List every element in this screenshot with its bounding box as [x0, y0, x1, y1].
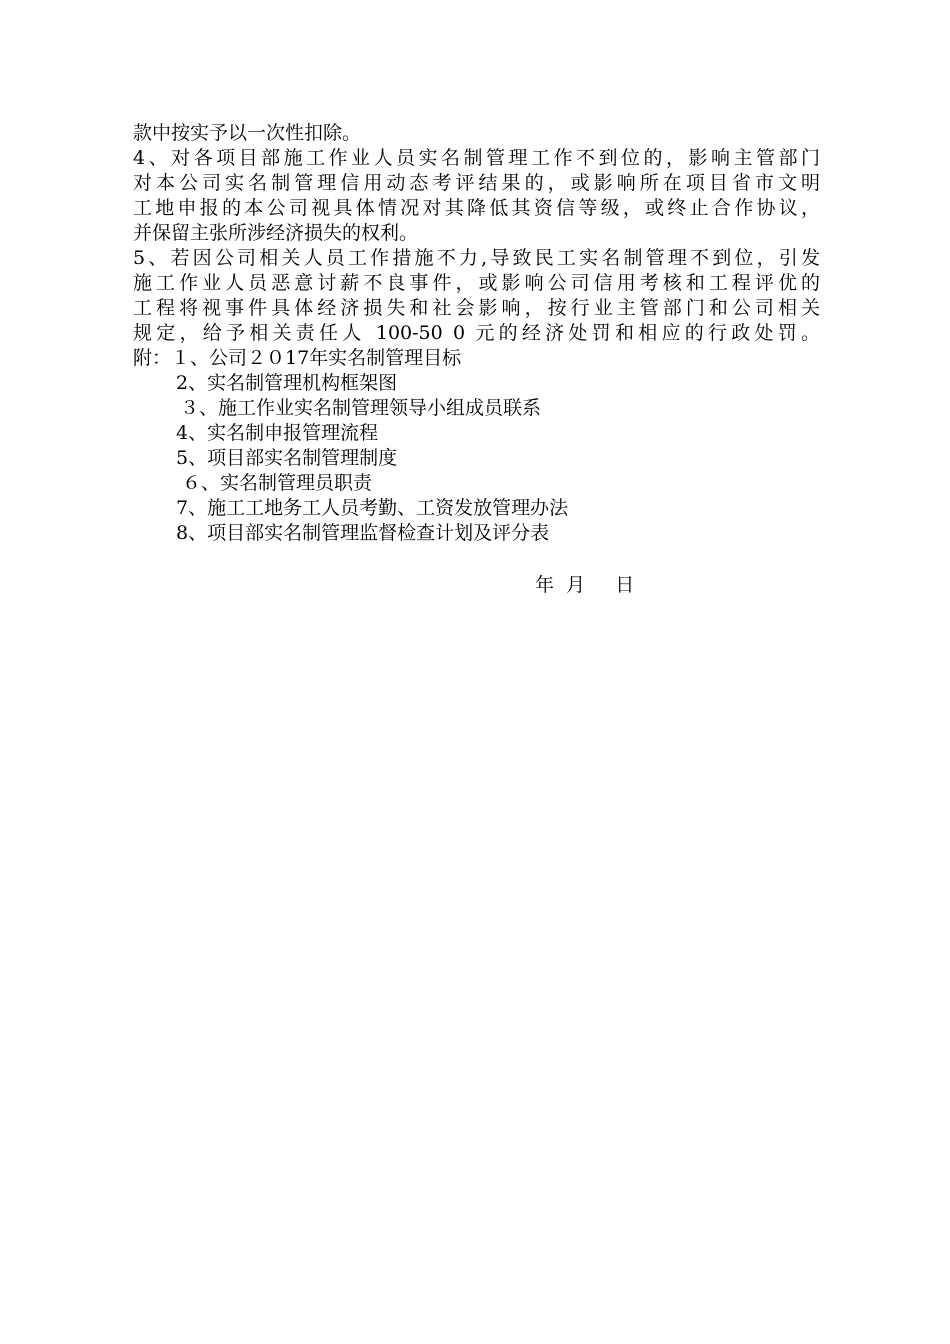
document-body — [133, 121, 820, 546]
paragraph-line: 规定，给予相关责任人 100-50 0 元的经济处罚和相应的行政处罚。 — [133, 322, 820, 344]
paragraph-line: 5、若因公司相关人员工作措施不力,导致民工实名制管理不到位，引发 — [133, 247, 820, 269]
paragraph-line: 对本公司实名制管理信用动态考评结果的，或影响所在项目省市文明 — [133, 172, 820, 194]
appendix-item: 4、实名制申报管理流程 — [176, 422, 379, 444]
paragraph-line: 并保留主张所涉经济损失的权利。 — [133, 222, 419, 244]
appendix-item: 7、施工工地务工人员考勤、工资发放管理办法 — [176, 497, 569, 519]
paragraph-line: 施工作业人员恶意讨薪不良事件，或影响公司信用考核和工程评优的 — [133, 272, 820, 294]
appendix-item: ６、实名制管理员职责 — [182, 472, 373, 494]
paragraph-line: 款中按实予以一次性扣除。 — [133, 122, 362, 144]
paragraph-line: 4、对各项目部施工作业人员实名制管理工作不到位的，影响主管部门 — [133, 147, 820, 169]
date-signature-line: 年 月 日 — [535, 574, 635, 596]
paragraph-line: 工地申报的本公司视具体情况对其降低其资信等级，或终止合作协议， — [133, 197, 820, 219]
appendix-item: ３、施工作业实名制管理领导小组成员联系 — [180, 397, 542, 419]
appendix-item: 5、项目部实名制管理制度 — [176, 447, 398, 469]
appendix-lead: 附：１、公司２０17年实名制管理目标 — [133, 347, 462, 369]
appendix-item: 2、实名制管理机构框架图 — [176, 372, 398, 394]
appendix-item: 8、项目部实名制管理监督检查计划及评分表 — [176, 522, 550, 544]
paragraph-line: 工程将视事件具体经济损失和社会影响，按行业主管部门和公司相关 — [133, 297, 820, 319]
